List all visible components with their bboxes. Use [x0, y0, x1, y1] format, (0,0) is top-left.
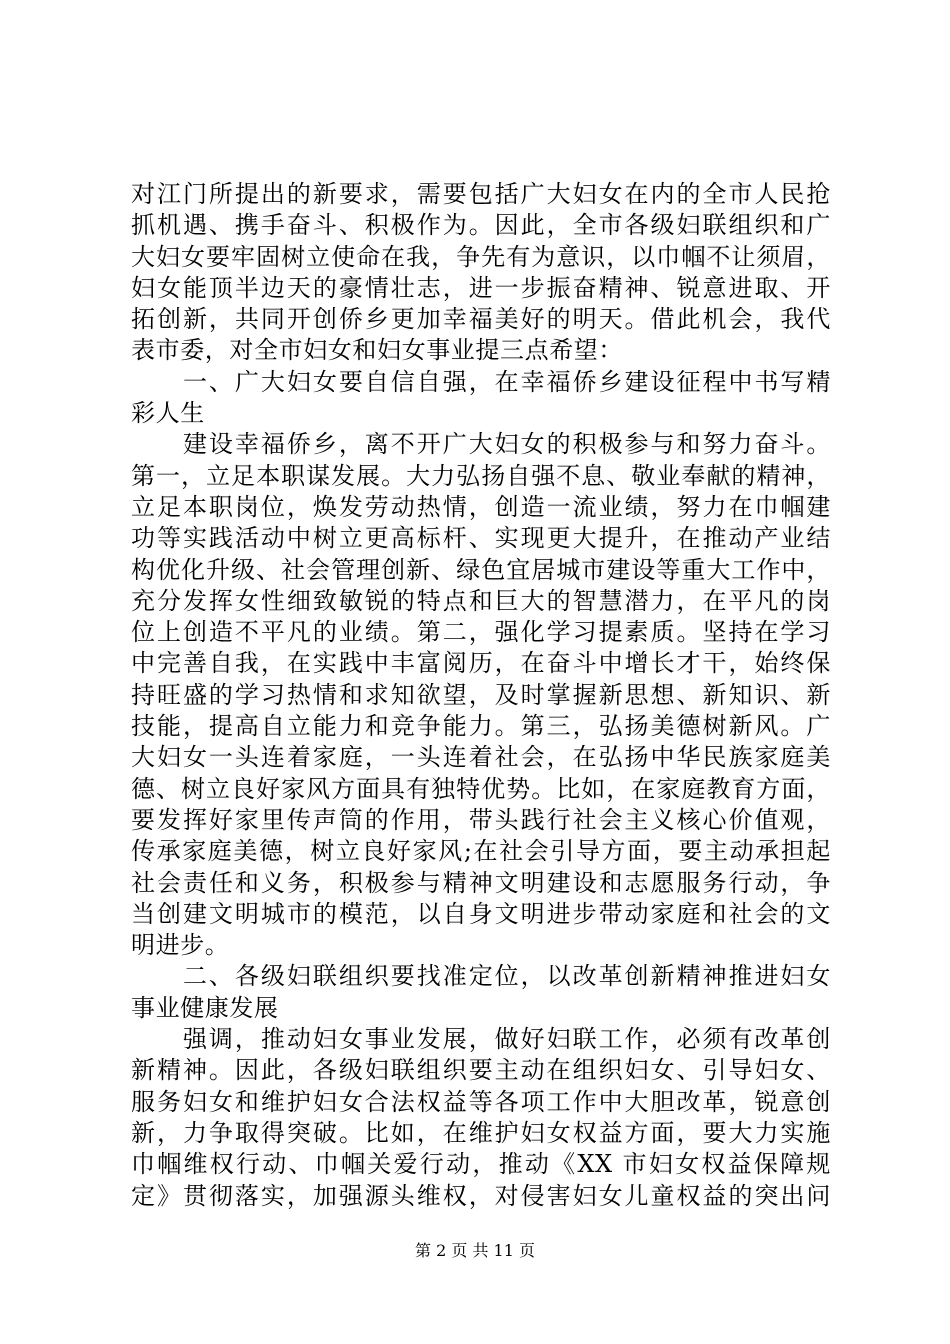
text-line: 技能，提高自立能力和竞争能力。第三，弘扬美德树新风。广 — [131, 712, 831, 741]
text-line: 功等实践活动中树立更高标杆、实现更大提升，在推动产业结 — [131, 524, 831, 553]
text-line: 传承家庭美德，树立良好家风;在社会引导方面，要主动承担起 — [131, 837, 831, 866]
text-line: 构优化升级、社会管理创新、绿色宜居城市建设等重大工作中， — [131, 555, 831, 584]
text-line: 对江门所提出的新要求，需要包括广大妇女在内的全市人民抢 — [131, 180, 831, 208]
text-line: 大妇女一头连着家庭，一头连着社会，在弘扬中华民族家庭美 — [131, 743, 831, 772]
document-body — [131, 179, 831, 1212]
text-line: 要发挥好家里传声筒的作用，带头践行社会主义核心价值观， — [131, 805, 831, 834]
text-line: 妇女能顶半边天的豪情壮志，进一步振奋精神、锐意进取、开 — [131, 273, 831, 302]
text-line: 位上创造不平凡的业绩。第二，强化学习提素质。坚持在学习 — [131, 618, 831, 647]
text-line: 中完善自我，在实践中丰富阅历，在奋斗中增长才干，始终保 — [131, 649, 831, 678]
text-line: 强调，推动妇女事业发展，做好妇联工作，必须有改革创 — [131, 1025, 831, 1054]
text-line: 充分发挥女性细致敏锐的特点和巨大的智慧潜力，在平凡的岗 — [131, 586, 831, 615]
text-line: 抓机遇、携手奋斗、积极作为。因此，全市各级妇联组织和广 — [131, 211, 831, 240]
text-line: 持旺盛的学习热情和求知欲望，及时掌握新思想、新知识、新 — [131, 680, 831, 709]
page-footer — [0, 1240, 950, 1262]
text-line: 拓创新，共同开创侨乡更加幸福美好的明天。借此机会，我代 — [131, 305, 831, 334]
text-line: 建设幸福侨乡，离不开广大妇女的积极参与和努力奋斗。 — [131, 430, 831, 459]
text-line: 表市委，对全市妇女和妇女事业提三点希望： — [131, 336, 623, 365]
page-number-label: 第 2 页 共 11 页 — [415, 1241, 535, 1260]
text-line: 彩人生 — [131, 399, 205, 428]
text-line: 新精神。因此，各级妇联组织要主动在组织妇女、引导妇女、 — [131, 1056, 831, 1085]
text-line: 立足本职岗位，焕发劳动热情，创造一流业绩，努力在巾帼建 — [131, 492, 831, 521]
text-line: 德、树立良好家风方面具有独特优势。比如，在家庭教育方面， — [131, 774, 831, 803]
text-line: 二、各级妇联组织要找准定位，以改革创新精神推进妇女 — [131, 962, 831, 991]
text-line: 当创建文明城市的模范，以自身文明进步带动家庭和社会的文 — [131, 899, 831, 928]
text-line: 明进步。 — [131, 931, 230, 960]
text-line: 社会责任和义务，积极参与精神文明建设和志愿服务行动，争 — [131, 868, 831, 897]
text-line: 一、广大妇女要自信自强，在幸福侨乡建设征程中书写精 — [131, 367, 831, 396]
text-line: 定》贯彻落实，加强源头维权，对侵害妇女儿童权益的突出问 — [131, 1181, 831, 1210]
text-line: 服务妇女和维护妇女合法权益等各项工作中大胆改革，锐意创 — [131, 1087, 831, 1116]
text-line: 新，力争取得突破。比如，在维护妇女权益方面，要大力实施 — [131, 1118, 831, 1147]
text-line: 大妇女要牢固树立使命在我，争先有为意识，以巾帼不让须眉， — [131, 242, 831, 271]
text-line: 事业健康发展 — [131, 993, 279, 1022]
text-line: 巾帼维权行动、巾帼关爱行动，推动《XX 市妇女权益保障规 — [131, 1150, 831, 1179]
text-line: 第一，立足本职谋发展。大力弘扬自强不息、敬业奉献的精神， — [131, 461, 831, 490]
